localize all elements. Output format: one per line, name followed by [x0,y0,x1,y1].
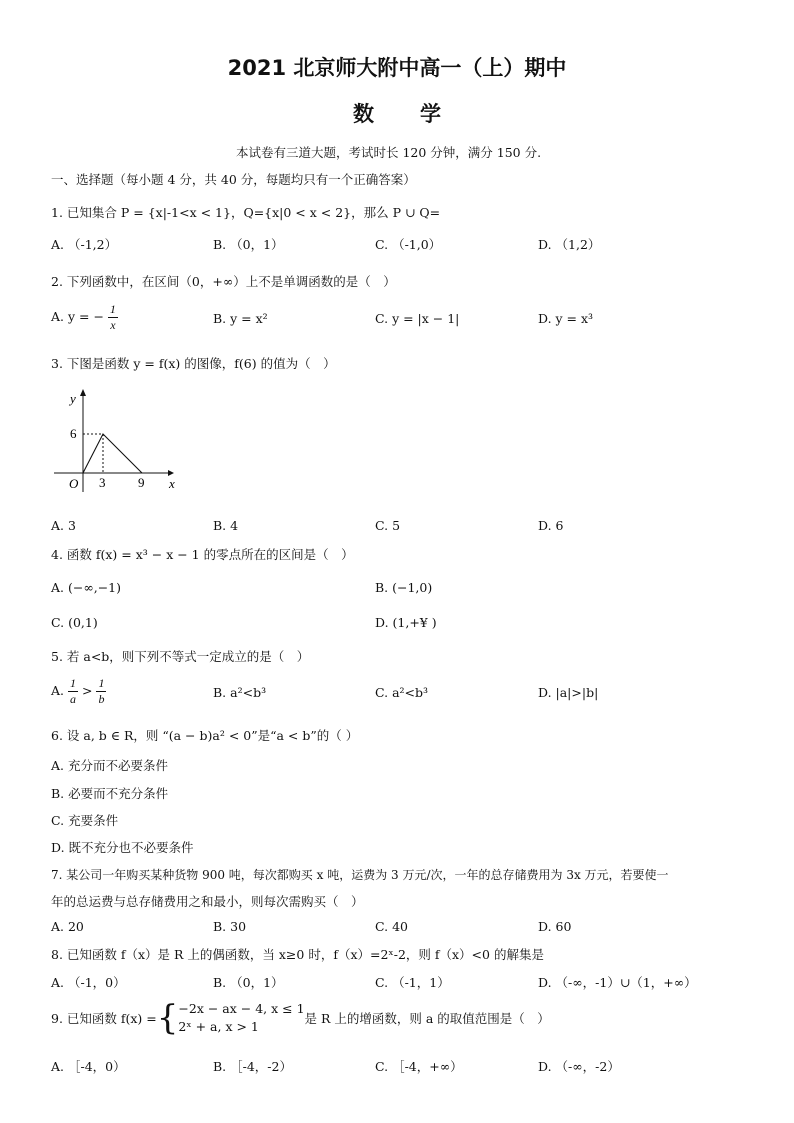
fraction-1-over-a [68,676,78,707]
question-5-option-d: D. |a|>|b| [538,685,599,700]
x-tick-3: 3 [99,475,106,490]
question-6-option-d: D. 既不充分也不必要条件 [51,840,194,855]
question-6-stem: 6. 设 a, b ∈ R，则 “(a − b)a² < 0”是“a < b”的（ ） [51,728,359,743]
question-2-option-b: B. y = x² [213,311,268,326]
question-9-option-d: D. （-∞，-2） [538,1059,620,1074]
question-9-option-b: B. ［-4，-2） [213,1059,292,1074]
question-1-option-c: C. （-1,0） [375,237,442,252]
question-3-option-d: D. 6 [538,518,564,533]
question-7-option-a: A. 20 [51,919,84,934]
question-8-option-b: B. （0，1） [213,975,284,990]
question-2-option-d: D. y = x³ [538,311,594,326]
fraction-denominator: a [70,692,76,706]
fraction-denominator: b [98,692,105,706]
question-7-stem-line-1: 7. 某公司一年购买某种货物 900 吨，每次都购买 x 吨，运费为 3 万元/次，一年的总存储费用为 3x 万元，若要使一 [51,868,669,882]
question-3-option-c: C. 5 [375,518,401,533]
question-4-option-d: D. (1,+¥ ) [375,615,437,630]
y-axis-label: y [70,391,76,406]
question-5-option-c: C. a²<b³ [375,685,429,700]
function-graph [50,386,175,496]
piecewise-function [178,1000,304,1036]
x-axis-label: x [169,476,175,491]
origin-label: O [69,476,79,491]
question-2-option-a-label: A. y = − [51,309,104,324]
question-6-option-b: B. 必要而不充分条件 [51,786,169,801]
fraction-numerator: 1 [109,302,116,316]
piecewise-case-2: 2ˣ + a, x > 1 [178,1019,259,1034]
question-8-stem: 8. 已知函数 f（x）是 R 上的偶函数，当 x≥0 时，f（x）=2ˣ-2，则 f（x）<0 的解集是 [51,947,544,962]
question-7-stem-line-2: 年的总运费与总存储费用之和最小，则每次需购买（ ） [51,894,364,909]
graph-curve [83,434,142,473]
question-5-stem: 5. 若 a<b，则下列不等式一定成立的是（ ） [51,649,310,664]
exam-instructions: 本试卷有三道大题，考试时长 120 分钟，满分 150 分. [236,145,542,160]
greater-than-sign: > [81,683,93,698]
fraction-numerator: 1 [70,676,76,690]
question-5-option-b: B. a²<b³ [213,685,267,700]
question-4-option-a: A. (−∞,−1) [51,580,122,595]
exam-title: 2021 北京师大附中高一（上）期中 [227,56,567,80]
subject-title: 数学 [353,102,487,126]
question-9-option-a: A. ［-4，0） [51,1059,126,1074]
piecewise-brace: { [156,998,179,1038]
question-1-stem: 1. 已知集合 P = {x|-1<x < 1}，Q={x|0 < x < 2}，那么 P ∪ Q= [51,205,441,220]
question-7-option-b: B. 30 [213,919,247,934]
fraction-denominator: x [110,318,116,332]
question-2-option-a [51,302,118,333]
question-8-option-d: D. （-∞，-1）∪（1，+∞） [538,975,697,990]
question-5-option-a-label: A. [51,683,65,698]
question-4-stem: 4. 函数 f(x) = x³ − x − 1 的零点所在的区间是（ ） [51,547,354,562]
question-3-stem: 3. 下图是函数 y = f(x) 的图像，f(6) 的值为（ ） [51,356,336,371]
question-7-option-c: C. 40 [375,919,408,934]
question-6-option-c: C. 充要条件 [51,813,119,828]
section-heading: 一、选择题（每小题 4 分，共 40 分，每题均只有一个正确答案） [51,172,416,187]
question-1-option-a: A. （-1,2） [51,237,118,252]
question-9-stem [51,1000,550,1036]
question-5-option-a [51,676,106,707]
question-6-option-a: A. 充分而不必要条件 [51,758,168,773]
question-2-stem: 2. 下列函数中，在区间（0，+∞）上不是单调函数的是（ ） [51,274,396,289]
question-9-stem-prefix: 9. 已知函数 f(x) = [51,1011,157,1026]
question-3-option-a: A. 3 [51,518,76,533]
question-9-option-c: C. ［-4，+∞） [375,1059,463,1074]
question-9-stem-suffix: 是 R 上的增函数，则 a 的取值范围是（ ） [304,1011,550,1026]
x-tick-9: 9 [138,475,145,490]
question-7-option-d: D. 60 [538,919,572,934]
question-1-option-d: D. （1,2） [538,237,601,252]
question-8-option-a: A. （-1，0） [51,975,126,990]
question-3-option-b: B. 4 [213,518,239,533]
question-2-option-c: C. y = |x − 1| [375,311,460,326]
question-2-fraction [108,302,118,333]
question-4-option-b: B. (−1,0) [375,580,433,595]
piecewise-case-1: −2x − ax − 4, x ≤ 1 [178,1001,305,1016]
fraction-numerator: 1 [98,676,105,690]
question-1-option-b: B. （0，1） [213,237,284,252]
question-4-option-c: C. (0,1) [51,615,98,630]
question-8-option-c: C. （-1，1） [375,975,450,990]
fraction-1-over-b [96,676,106,707]
y-axis-arrow [80,389,86,396]
y-tick-6: 6 [70,426,77,441]
